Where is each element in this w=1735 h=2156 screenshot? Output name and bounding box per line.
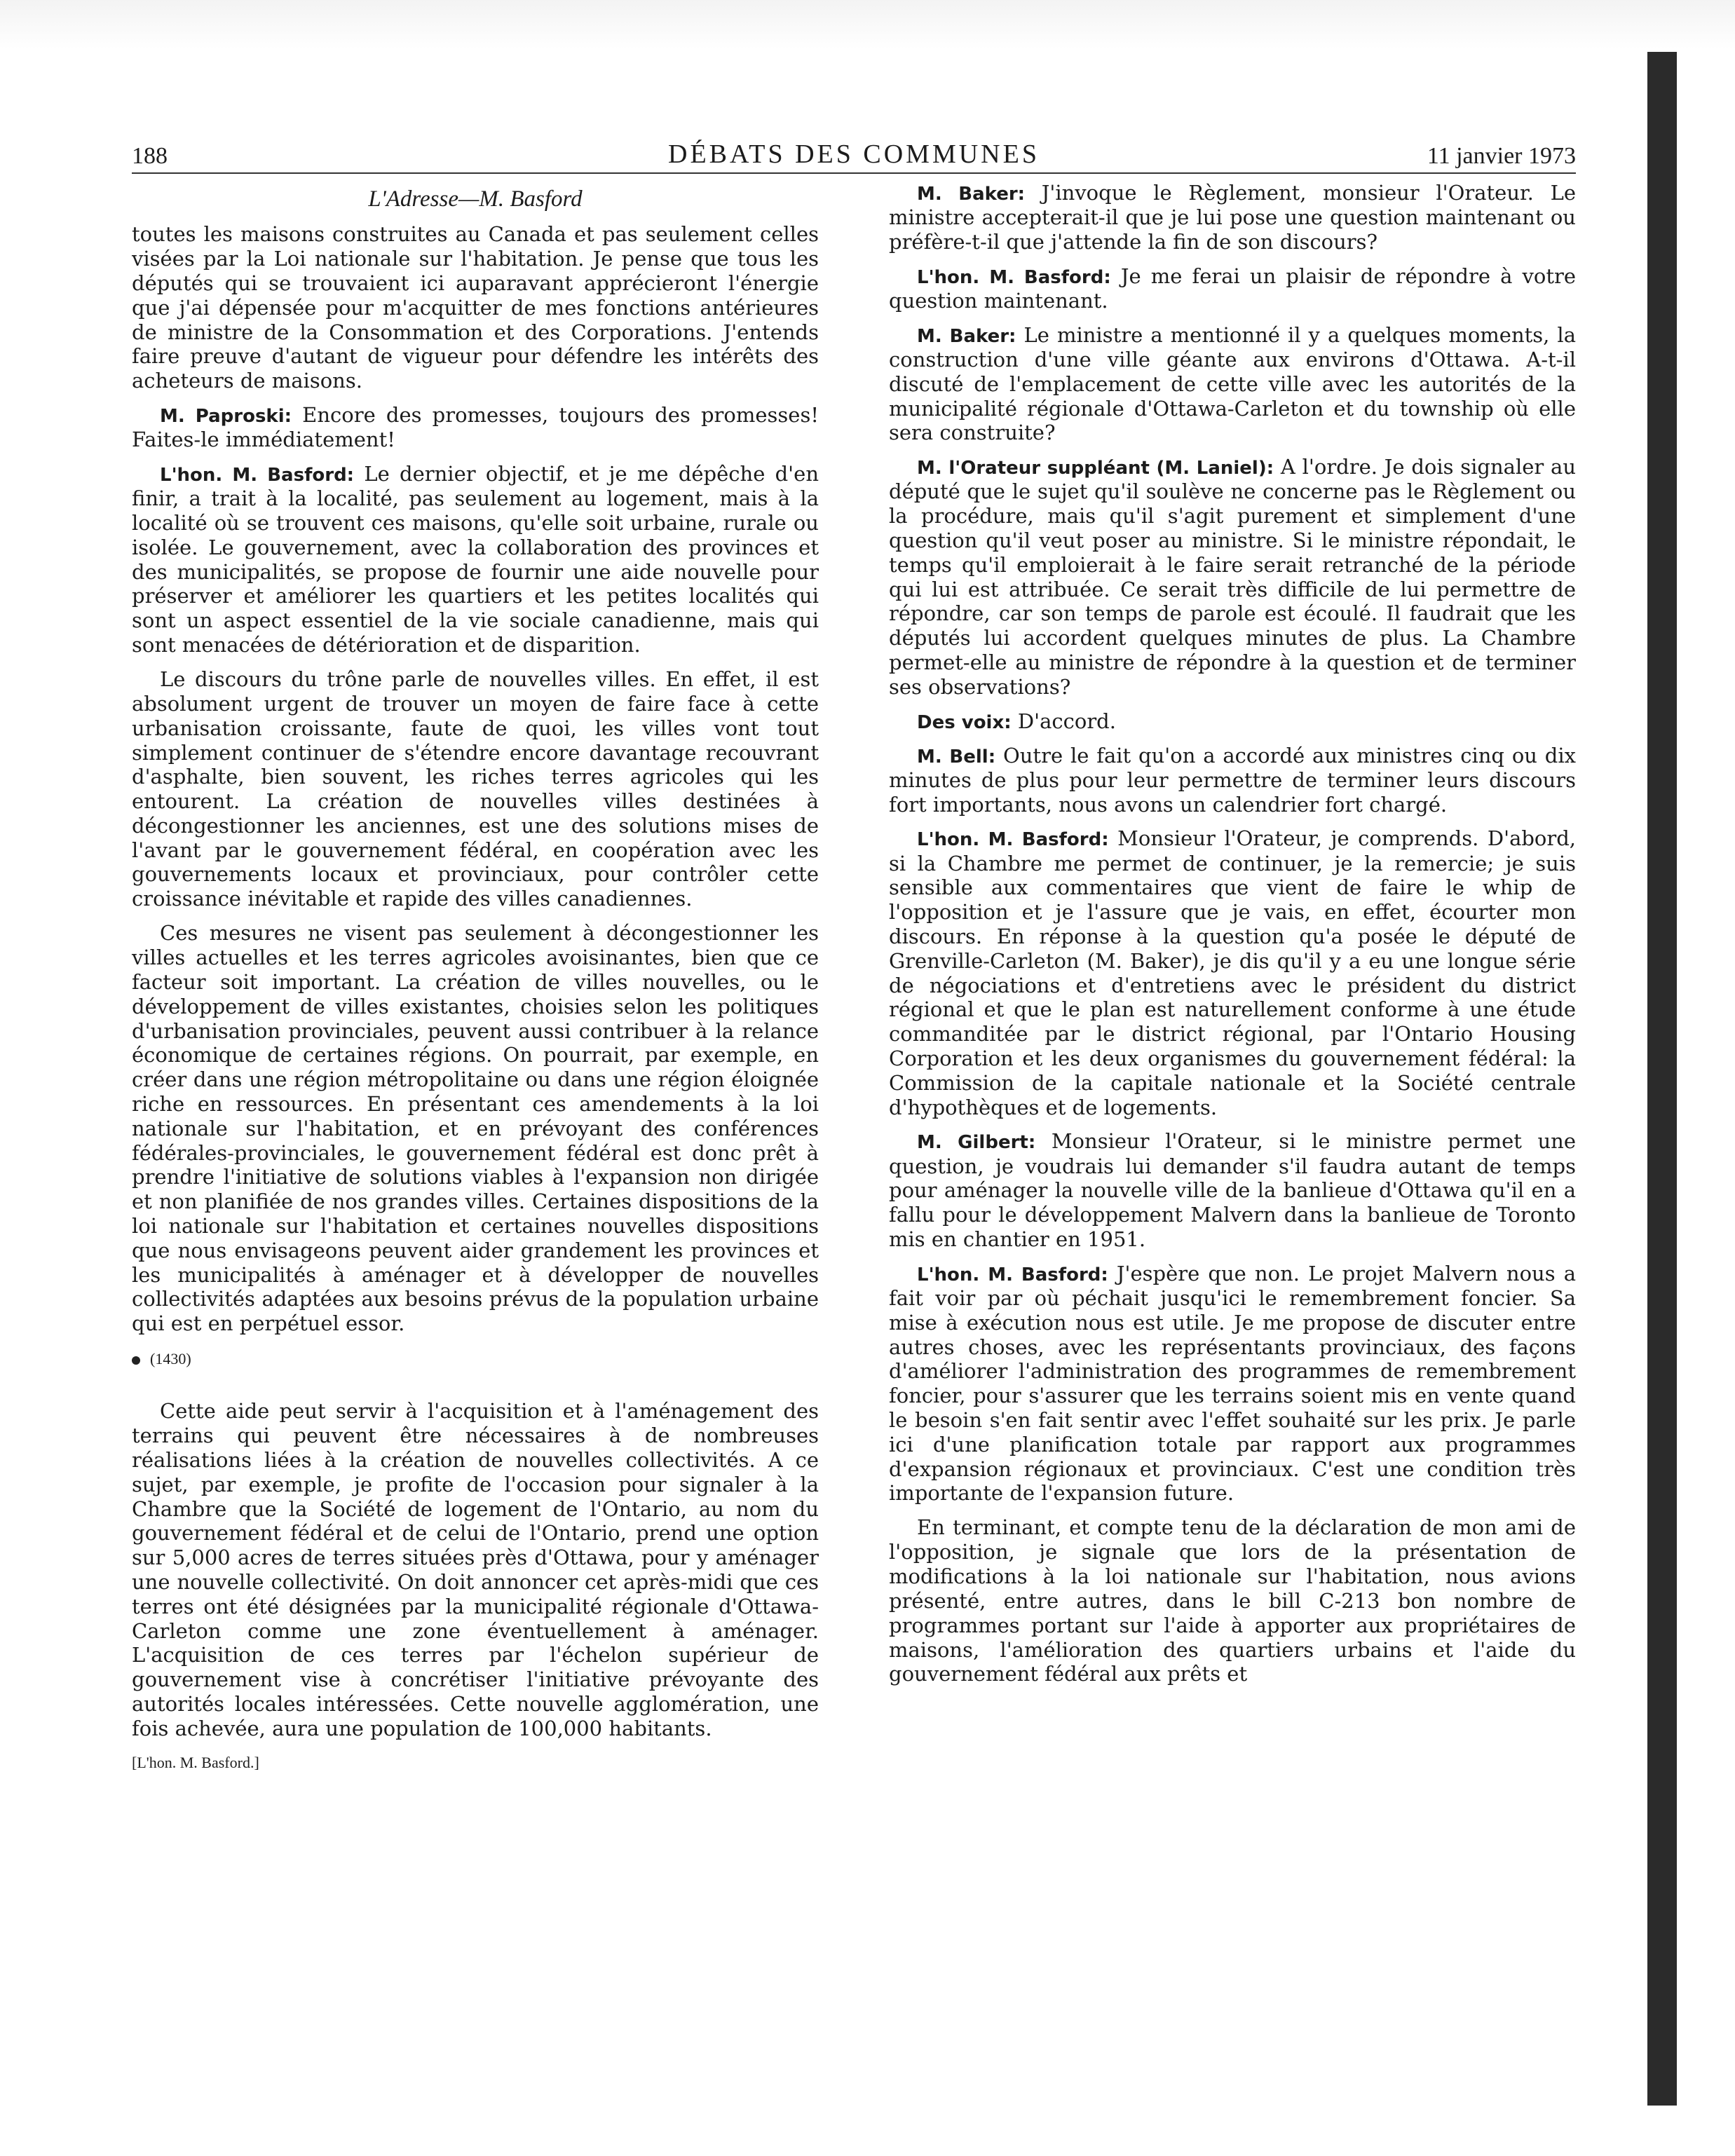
speaker-name: M. Bell: — [917, 746, 996, 767]
paragraph-text: J'espère que non. Le projet Malvern nous a fait voir par où péchait jusqu'ici le remembrement foncier. Sa mise à exécution nous est utile. Je me propose de discuter entre autres choses, avec les représentants provinciaux, des façons d'améliorer l'administration des programmes de remembrement foncier, pour s'assurer que les terrains soient mis en vente quand le besoin s'en fait sentir avec l'effet souhaité sur les prix. Je parle ici d'une planification totale par rapport aux programmes d'expansion régionaux et provinciaux. C'est une condition très importante de l'expansion future. — [889, 1261, 1576, 1506]
paragraph-text: Le dernier objectif, et je me dépêche d'en finir, a trait à la localité, pas seulement au logement, mais à la localité où se trouvent ces maisons, qu'elle soit urbaine, rurale ou isolée. Le gouvernement, avec la collaboration des provinces et des municipalités, se propose de fournir une aide nouvelle pour préserver et améliorer les quartiers et les petites localités qui sont un aspect essentiel de la vie sociale canadienne, mais qui sont menacées de détérioration et de disparition. — [132, 461, 819, 657]
speaker-name: M. Gilbert: — [917, 1132, 1036, 1154]
speaker-name: L'hon. M. Basford: — [917, 829, 1109, 851]
paragraph-text: Monsieur l'Orateur, je comprends. D'abord, si la Chambre me permet de continuer, je la remercie; je suis sensible aux commentaires que vient de faire le whip de l'opposition et je l'assure que je vais, en effet, écourter mon discours. En réponse à la question qu'a posée le député de Grenville-Carleton (M. Baker), je dis qu'il y a eu une longue série de négociations et d'entretiens avec le président du district régional et que le plan est naturellement conforme à une étude commanditée par le district régional, par l'Ontario Housing Corporation et les deux organismes du gouvernement fédéral: la Commission de la capitale nationale et la Société centrale d'hypothèques et de logements. — [889, 826, 1577, 1119]
right-column — [889, 181, 1576, 1696]
speaker-footnote: [L'hon. M. Basford.] — [132, 1753, 259, 1771]
paragraph-text: Je me ferai un plaisir de répondre à votre question maintenant. — [889, 264, 1577, 313]
paragraph — [132, 667, 819, 911]
paragraph-text: A l'ordre. Je dois signaler au député que le sujet qu'il soulève ne concerne pas le Règlement ou la procédure, mais qu'il s'agit purement et simplement d'une question qu'il veut poser au ministre. Si le ministre répondait, le temps qu'il emploierait à le faire serait retranché de la période qui lui est attribuée. Ce serait très difficile de lui permettre de répondre, car son temps de parole est écoulé. Il faudrait que les députés lui accordent quelques minutes de plus. La Chambre permet-elle au ministre de répondre à la question et de terminer ses observations? — [889, 455, 1576, 699]
paragraph-text: En terminant, et compte tenu de la déclaration de mon ami de l'opposition, je signale que lors de la présentation de modifications à la loi nationale sur l'habitation, nous avions présenté, entre autres, dans le bill C-213 bon nombre de programmes portant sur l'aide à apporter aux propriétaires de maisons, l'amélioration des quartiers urbains et l'aide du gouvernement fédéral aux prêts et — [889, 1515, 1576, 1686]
paragraph-text: toutes les maisons construites au Canada et pas seulement celles visées par la Loi nationale sur l'habitation. Je pense que tous les députés qui se trouvaient ici auparavant apprécieront l'énergie que j'ai dépensée pour m'acquitter de mes fonctions antérieures de ministre de la Consommation et des Corporations. J'entends faire preuve d'autant de vigueur pour défendre les intérêts des acheteurs de maisons. — [132, 222, 819, 393]
paragraph-text: Ces mesures ne visent pas seulement à décongestionner les villes actuelles et les terres agricoles avoisinantes, bien que ce facteur soit important. La création de villes nouvelles, ou le développement de villes existantes, choisies selon les politiques d'urbanisation provinciales, peuvent aussi contribuer à la relance économique de certaines régions. On pourrait, par exemple, en créer dans une région métropolitaine ou dans une région éloignée riche en ressources. En présentant ces amendements à la loi nationale sur l'habitation, et en prévoyant des conférences fédérales-provinciales, le gouvernement fédéral est donc prêt à prendre l'initiative de solutions viables à l'expansion non dirigée et non planifiée de nos grandes villes. Certaines dispositions de la loi nationale sur l'habitation et certaines nouvelles dispositions que nous envisageons peuvent aider grandement les provinces et les municipalités à aménager et à développer de nouvelles collectivités adaptées aux besoins prévus de la population urbaine qui est en perpétuel essor. — [132, 921, 819, 1336]
paragraph — [889, 323, 1576, 445]
paragraph-text: Le ministre a mentionné il y a quelques moments, la construction d'une ville géante aux environs d'Ottawa. A-t-il discuté de l'emplacement de cette ville avec les autorités de la municipalité régionale d'Ottawa-Carleton et du township où elle sera construite? — [889, 322, 1577, 445]
paragraph — [889, 1129, 1576, 1251]
speaker-name: Des voix: — [917, 711, 1012, 733]
paragraph — [889, 264, 1576, 313]
paragraph-text: Encore des promesses, toujours des promesses! Faites-le immédiatement! — [132, 402, 819, 452]
paragraph — [889, 1262, 1576, 1506]
speaker-name: L'hon. M. Basford: — [160, 464, 355, 486]
running-head — [132, 133, 1576, 174]
page-number: 188 — [132, 143, 168, 169]
speaker-name: M. Baker: — [917, 184, 1026, 205]
left-column — [132, 181, 819, 1772]
paragraph — [132, 403, 819, 452]
scan-border-bar — [1647, 52, 1677, 2106]
paragraph — [889, 1515, 1576, 1686]
scan-edge — [0, 0, 1735, 49]
paragraph-text: Outre le fait qu'on a accordé aux ministres cinq ou dix minutes de plus pour leur permettre de terminer leurs discours fort importants, nous avons un calendrier fort chargé. — [889, 743, 1577, 817]
speaker-name: M. Baker: — [917, 325, 1016, 347]
section-subheading: L'Adresse—M. Basford — [368, 186, 583, 212]
paragraph — [889, 709, 1576, 734]
time-marker-text: (1430) — [150, 1350, 191, 1368]
speaker-name: M. Paproski: — [160, 405, 292, 427]
paragraph — [132, 222, 819, 393]
speaker-name: M. l'Orateur suppléant (M. Laniel): — [917, 458, 1274, 479]
paragraph-text: J'invoque le Règlement, monsieur l'Orateur. Le ministre accepterait-il que je lui pose une question maintenant ou préfère-t-il que j'attende la fin de son discours? — [889, 181, 1576, 254]
paragraph — [132, 462, 819, 657]
paragraph — [889, 455, 1576, 699]
speaker-name: L'hon. M. Basford: — [917, 1264, 1108, 1285]
issue-date: 11 janvier 1973 — [1427, 143, 1576, 169]
paragraph — [132, 921, 819, 1336]
paragraph-text: Cette aide peut servir à l'acquisition et à l'aménagement des terrains qui peuvent être nécessaires à de nombreuses réalisations liées à la création de nouvelles collectivités. A ce sujet, par exemple, je profite de l'occasion pour signaler à la Chambre que la Société de logement de l'Ontario, au nom du gouvernement fédéral et de celui de l'Ontario, prend une option sur 5,000 acres de terres situées près d'Ottawa, pour y aménager une nouvelle collectivité. On doit annoncer cet après-midi que ces terres ont été désignées par la municipalité régionale d'Ottawa-Carleton comme une zone éventuellement à aménager. L'acquisition de ces terres par l'échelon supérieur de gouvernement vise à concrétiser l'initiative prévoyante des autorités locales intéressées. Cette nouvelle agglomération, une fois achevée, aura une population de 100,000 habitants. — [132, 1399, 819, 1740]
publication-title: DÉBATS DES COMMUNES — [668, 139, 1040, 169]
bullet-dot-icon — [132, 1356, 140, 1365]
speaker-name: L'hon. M. Basford: — [917, 266, 1111, 288]
paragraph-text: Le discours du trône parle de nouvelles villes. En effet, il est absolument urgent de trouver un moyen de faire face à cette urbanisation croissante, faute de quoi, les villes vont tout simplement continuer de s'étendre encore davantage recouvrant d'asphalte, bien souvent, les riches terres agricoles qui les entourent. La création de nouvelles villes destinées à décongestionner les anciennes, est une des solutions mises de l'avant par le gouvernement fédéral, en coopération avec les gouvernements locaux et provinciaux, pour contrôler cette croissance inévitable et rapide des villes canadiennes. — [132, 667, 819, 911]
hansard-page — [132, 133, 1577, 1771]
paragraph-text: D'accord. — [1017, 709, 1116, 733]
time-marker — [132, 1350, 819, 1368]
paragraph — [889, 181, 1576, 254]
paragraph — [889, 826, 1576, 1119]
paragraph — [132, 1399, 819, 1741]
paragraph-text: Monsieur l'Orateur, si le ministre permet une question, je voudrais lui demander s'il faudra autant de temps pour aménager la nouvelle ville de la banlieue d'Ottawa qu'il en a fallu pour le développement Malvern dans la banlieue de Toronto mis en chantier en 1951. — [889, 1129, 1576, 1251]
paragraph — [889, 744, 1576, 817]
